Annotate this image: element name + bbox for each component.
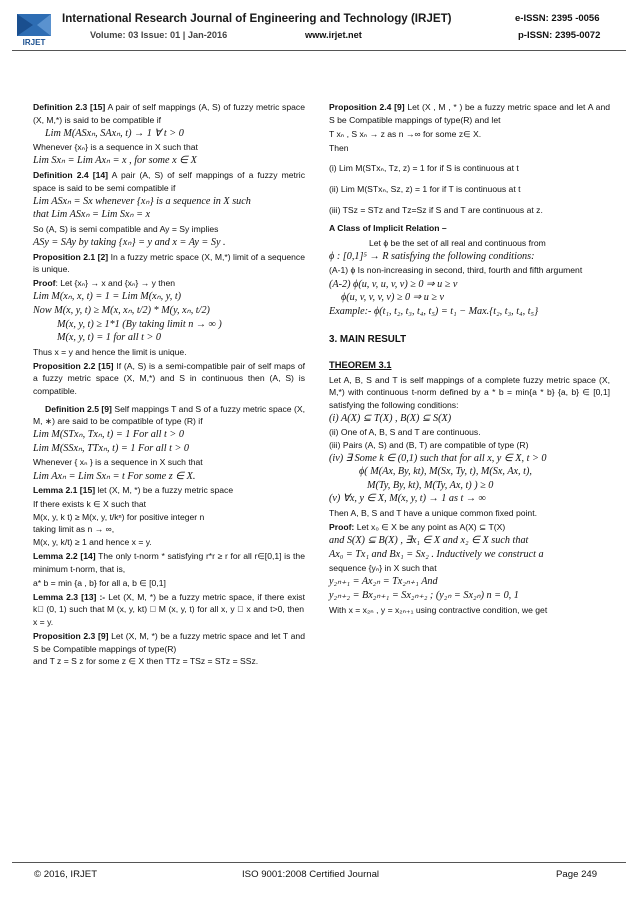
equation: ϕ : [0,1]⁵ → R satisfying the following conditions:: [329, 250, 535, 262]
paragraph: Whenever {xₙ} is a sequence in X such that: [33, 142, 198, 153]
iso-certification: ISO 9001:2008 Certified Journal: [242, 869, 380, 880]
condition: (iv) ∃ Some k ∈ (0,1) such that for all x, y ∈ X, t > 0: [329, 452, 547, 464]
lemma-line: M(x, y, k/t) ≥ 1 and hence x = y.: [33, 537, 152, 547]
volume-issue: Volume: 03 Issue: 01 | Jan-2016: [90, 30, 228, 40]
equation: Lim ASxₙ = Sx whenever {xₙ} is a sequence in X such: [33, 195, 251, 207]
proposition-2-3: [33, 630, 305, 655]
equation: Lim M(STxₙ, Txₙ, t) = 1 For all t > 0: [33, 429, 184, 441]
equation: ASy = SAy by taking {xₙ} = y and x = Ay = Sy .: [33, 236, 226, 248]
lemma-2-2-head: Lemma 2.2 [14]: [33, 551, 96, 562]
equation: that Lim ASxₙ = Lim Sxₙ = x: [33, 209, 151, 221]
implicit-relation-title: A Class of Implicit Relation –: [329, 223, 447, 234]
theorem-heading: THEOREM 3.1: [329, 358, 392, 370]
footer-divider: [12, 862, 626, 863]
equation: y₂ₙ₊₁ = Ax₂ₙ = Tx₂ₙ₊₁ And: [329, 576, 438, 588]
paragraph: T xₙ , S xₙ → z as n →∞ for some z∈ X.: [329, 128, 482, 139]
condition: (A-2) ϕ(u, v, u, v, v) ≥ 0 ⇒ u ≥ v: [329, 278, 458, 290]
definition-2-4-text: A pair (A, S) of self mappings of a fuzzy metric space is said to be semi compatible if: [33, 169, 305, 193]
journal-title: International Research Journal of Engineering and Technology (IRJET): [62, 12, 452, 25]
equation: Lim M(xₙ, x, t) = 1 = Lim M(xₙ, y, t): [33, 291, 182, 303]
condition: (iii) Pairs (A, S) and (B, T) are compatible of type (R): [329, 439, 529, 450]
section-heading: 3. MAIN RESULT: [329, 334, 407, 346]
definition-2-4: [33, 169, 305, 194]
copyright: © 2016, IRJET: [34, 869, 98, 880]
paragraph: Then: [329, 142, 349, 153]
header-divider: [12, 50, 626, 51]
definition-2-3-head: Definition 2.3 [15]: [33, 102, 106, 112]
equation: M(x, y, t) = 1 for all t > 0: [57, 332, 162, 344]
equation: and S(X) ⊆ B(X) , ∃x₁ ∈ X and x₂ ∈ X such that: [329, 535, 529, 547]
equation: M(x, y, t) ≥ 1*1 (By taking limit n → ∞ ): [57, 318, 222, 330]
paragraph: sequence {yₙ} in X such that: [329, 563, 437, 574]
lemma-2-2: [33, 550, 305, 575]
equation: ϕ(u, v, v, v, v) ≥ 0 ⇒ u ≥ v: [341, 292, 445, 304]
paragraph: So (A, S) is semi compatible and Ay = Sy implies: [33, 223, 219, 234]
condition: (i) A(X) ⊆ T(X) , B(X) ⊆ S(X): [329, 412, 452, 424]
lemma-line: a* b = min {a , b} for all a, b ∈ [0,1]: [33, 577, 166, 588]
proof-text: : Let {xₙ} → x and {xₙ} → y then: [55, 278, 176, 289]
definition-2-3-text: A pair of self mappings (A, S) of fuzzy metric space (X, M,*) is said to be compatible if: [33, 102, 305, 125]
equation: Lim M(ASxₙ, SAxₙ, t) → 1 ∀ t > 0: [45, 127, 184, 139]
condition: (A-1) ϕ Is non-increasing in second, third, fourth and fifth argument: [329, 265, 583, 276]
proposition-2-3-text: Let (X, M, *) be a fuzzy metric space and let T and S be Compatible mappings of type(R): [33, 631, 305, 654]
condition: (v) ∀x, y ∈ X, M(x, y, t) → 1 as t → ∞: [329, 493, 486, 505]
left-column: [33, 101, 305, 669]
definition-2-5: [33, 403, 305, 428]
lemma-line: taking limit as n → ∞,: [33, 524, 115, 535]
paragraph: Then A, B, S and T have a unique common fixed point.: [329, 507, 537, 518]
equation: Now M(x, y, t) ≥ M(x, xₙ, t/2) * M(y, xₙ, t/2): [33, 304, 210, 316]
condition: (ii) One of A, B, S and T are continuous.: [329, 427, 481, 438]
proposition-2-1-text: In a fuzzy metric space (X, M,*) limit of a sequence is unique.: [33, 251, 305, 275]
p-issn: p-ISSN: 2395-0072: [518, 30, 601, 41]
definition-2-5-head: Definition 2.5 [9]: [45, 403, 112, 414]
list-item: (iii) TSz = STz and Tz=Sz if S and T are continuous at z.: [329, 204, 543, 215]
paragraph: Thus x = y and hence the limit is unique.: [33, 346, 187, 357]
proposition-2-4: [329, 101, 610, 126]
equation: Lim M(SSxₙ, TTxₙ, t) = 1 For all t > 0: [33, 442, 190, 454]
right-column: [329, 101, 610, 618]
proof-head: Proof: [33, 278, 56, 289]
example: Example:- ϕ(t₁, t₂, t₃, t₄, t₅) = t₁ − Max.{t₂, t₃, t₄, t₅}: [329, 305, 539, 317]
lemma-2-2-text: The only t-norm * satisfying r*r ≥ r for all r∈[0,1] is the minimum t-norm, that is,: [33, 551, 305, 574]
proposition-2-2-head: Proposition 2.2 [15]: [33, 360, 114, 371]
paragraph: Let ϕ be the set of all real and continuous from: [369, 237, 546, 248]
lemma-line: If there exists k ∈ X such that: [33, 499, 147, 510]
definition-2-3: [33, 101, 305, 126]
lemma-2-1: [33, 484, 305, 497]
proposition-2-3-head: Proposition 2.3 [9]: [33, 631, 109, 642]
equation: y₂ₙ₊₂ = Bx₂ₙ₊₁ = Sx₂ₙ₊₂ ; (y₂ₙ = Sx₂ₙ) n = 0, 1: [329, 590, 519, 601]
lemma-2-3-text: Let (X, M, *) be a fuzzy metric space, if there exist k⃞ (0, 1) such that M (x, y, kt) ⃞ M (x, y, t) for all x, y ⃞ x and t>0, then x = y.: [33, 591, 305, 628]
equation: Ax₀ = Tx₁ and Bx₁ = Sx₂ . Inductively we construct a: [329, 548, 544, 560]
paragraph: and T z = S z for some z ∈ X then TTz = TSz = STz = SSz.: [33, 656, 259, 667]
proposition-2-1-head: Proposition 2.1 [2]: [33, 251, 109, 262]
proof-head: Proof:: [329, 522, 355, 533]
lemma-2-1-head: Lemma 2.1 [15]: [33, 485, 96, 496]
lemma-2-3: [33, 591, 305, 629]
definition-2-5-text: Self mappings T and S of a fuzzy metric space (X, M, ∗) are said to be compatible of type (R) if: [33, 403, 305, 427]
lemma-2-1-text: let (X, M, *) be a fuzzy metric space: [95, 485, 234, 496]
proposition-2-1: [33, 251, 305, 276]
list-item: (ii) Lim M(STxₙ, Sz, z) = 1 for if T is continuous at t: [329, 183, 521, 194]
irjet-logo: [13, 11, 55, 49]
paragraph: With x = x₂ₙ , y = x₂ₙ₊₁ using contractive condition, we get: [329, 604, 548, 615]
proposition-2-2: [33, 360, 305, 398]
website-link[interactable]: www.irjet.net: [305, 30, 362, 40]
equation: Lim Sxₙ = Lim Axₙ = x , for some x ∈ X: [33, 155, 197, 167]
equation: ϕ( M(Ax, By, kt), M(Sx, Ty, t), M(Sx, Ax, t),: [359, 466, 532, 478]
proof-text: Let x₀ ∈ X be any point as A(X) ⊆ T(X): [354, 522, 506, 533]
proposition-2-4-text: Let (X , M , * ) be a fuzzy metric space and let A and S be Compatible mappings of type(R) and let: [329, 102, 611, 125]
paragraph: Whenever { xₙ } is a sequence in X such that: [33, 457, 203, 468]
proof-3-1: [329, 521, 610, 534]
lemma-line: M(x, y, k t) ≥ M(x, y, t/kⁿ) for positive integer n: [33, 511, 205, 522]
equation: Lim Axₙ = Lim Sxₙ = t For some z ∈ X.: [33, 470, 196, 482]
logo-text: IRJET: [22, 38, 46, 47]
proposition-2-4-head: Proposition 2.4 [9]: [329, 102, 405, 112]
e-issn: e-ISSN: 2395 -0056: [515, 13, 600, 24]
theorem-text: Let A, B, S and T is self mappings of a complete fuzzy metric space (X, M,*) with continuous t-norm defined by a * b = min{a * b} {a, b} ∈ [0,1] satisfying the following conditions:: [329, 374, 610, 410]
proof-2-1: [33, 277, 305, 290]
equation: M(Ty, By, kt), M(Ty, Ax, t) ) ≥ 0: [367, 479, 494, 491]
proposition-2-2-text: If (A, S) is a semi-compatible pair of self maps of a fuzzy metric space (X, M,*) and S in continuous then (A, S) is compatible.: [33, 360, 306, 396]
definition-2-4-head: Definition 2.4 [14]: [33, 169, 109, 180]
lemma-2-3-head: Lemma 2.3 [13] :-: [33, 591, 106, 602]
list-item: (i) Lim M(STxₙ, Tz, z) = 1 for if S is continuous at t: [329, 163, 519, 174]
page-number: Page 249: [556, 869, 598, 880]
